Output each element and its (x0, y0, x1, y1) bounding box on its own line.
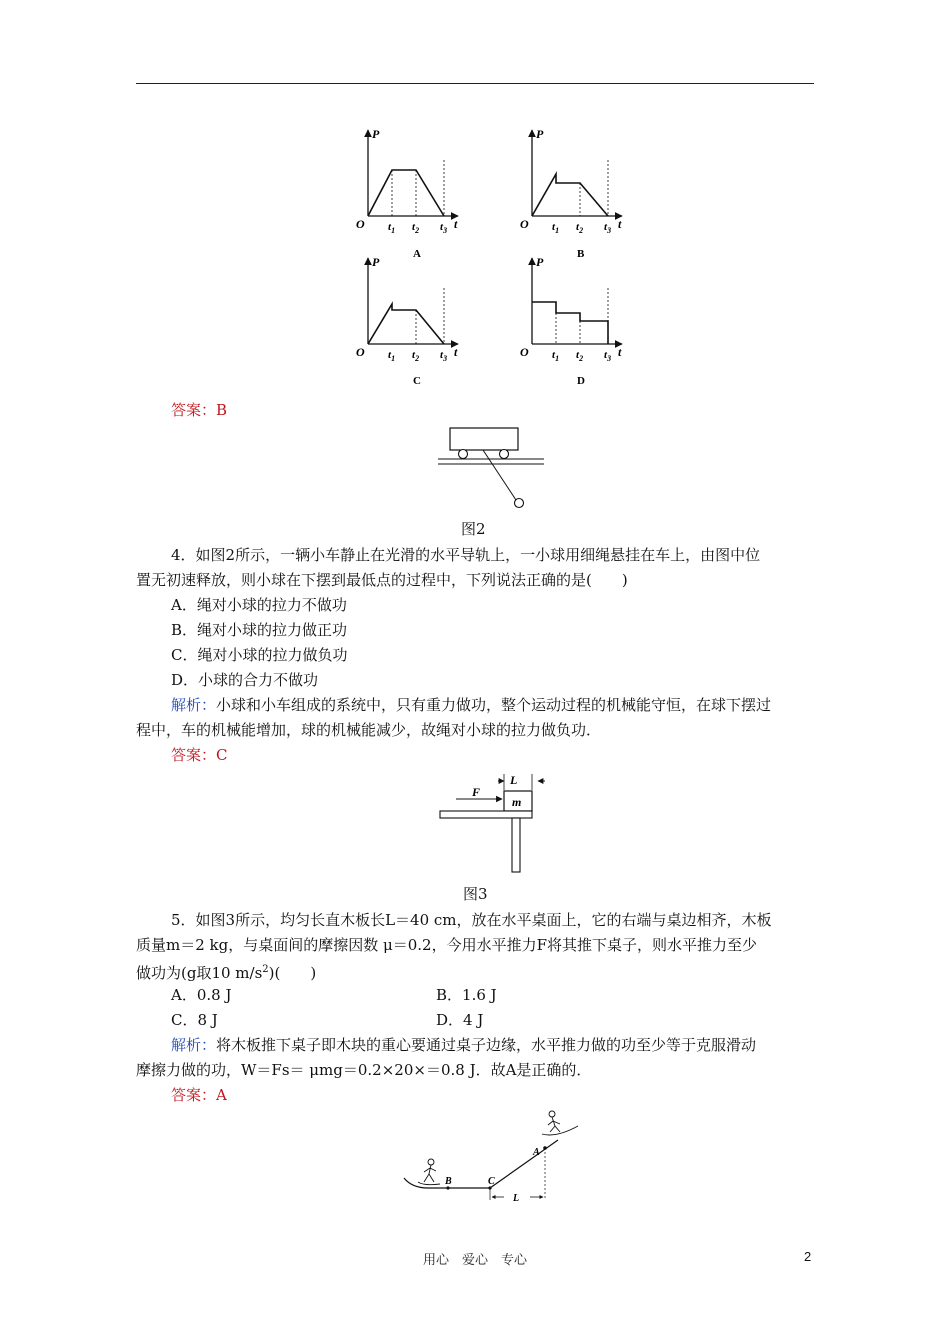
graph-d (520, 255, 622, 387)
graph-b (520, 127, 622, 260)
svg-text:t1: $t_1$ (552, 221, 560, 235)
page-footer: 用心 爱心 专心 (422, 1253, 527, 1268)
q5-stem-line1: 5．如图3所示，均匀长直木板长L＝40 cm，放在水平桌面上，它的右端与桌边相齐，木板 (171, 911, 772, 929)
q4-option-b: B．绳对小球的拉力做正功 (171, 621, 348, 639)
svg-text:t: t (454, 345, 458, 359)
svg-text:t2: $t_2$ (412, 221, 420, 235)
svg-text:t3: $t_3$ (604, 349, 612, 363)
figure-3-caption: 图3 (463, 885, 488, 903)
svg-text:t: t (618, 345, 622, 359)
skier-label-A: A (533, 1147, 540, 1158)
svg-text:P: P (372, 255, 380, 269)
q5-analysis-line2: 摩擦力做的功，W＝Fs＝ μmg＝0.2×20×＝0.8 J．故A是正确的． (136, 1061, 592, 1079)
graph-b-label: B (577, 248, 585, 260)
svg-text:O: O (520, 345, 529, 359)
q5-stem-line2: 质量m＝2 kg，与桌面间的摩擦因数 μ＝0.2，今用水平推力F将其推下桌子，则水平推力至少 (136, 936, 758, 954)
graph-d-label: D (577, 375, 585, 387)
header-rule (136, 83, 814, 84)
q5-analysis-line1: 解析：将木板推下桌子即木块的重心要通过桌子边缘，水平推力做的功至少等于克服滑动 (171, 1036, 757, 1054)
skier-ramp-figure (400, 1108, 600, 1212)
q3-answer: 答案：B (171, 401, 228, 419)
svg-text:O: O (356, 345, 365, 359)
q4-stem-line1: 4．如图2所示，一辆小车静止在光滑的水平导轨上，一小球用细绳悬挂在车上，由图中位 (171, 546, 761, 564)
svg-text:t1: $t_1$ (388, 221, 396, 235)
svg-text:P: P (536, 127, 544, 141)
graph-a-t: t (454, 217, 458, 231)
svg-text:t3: $t_3$ (604, 221, 612, 235)
figure-3-F: F (472, 785, 481, 799)
page-number: 2 (804, 1249, 812, 1264)
q4-option-d: D．小球的合力不做功 (171, 671, 319, 689)
graph-c-label: C (413, 375, 421, 387)
q4-analysis-line2: 程中，车的机械能增加，球的机械能减少，故绳对小球的拉力做负功． (136, 721, 602, 739)
skier-label-B: B (445, 1176, 452, 1187)
q5-option-d: D．4 J (436, 1011, 484, 1029)
skier-label-L: L (513, 1193, 520, 1204)
svg-text:O: O (520, 217, 529, 231)
figure-3-m: m (512, 795, 522, 809)
q4-answer: 答案：C (171, 746, 228, 764)
graph-c (356, 255, 458, 387)
q4-option-a: A．绳对小球的拉力不做功 (171, 596, 347, 614)
graph-a-origin: O (356, 217, 365, 231)
skier-label-C: C (488, 1176, 495, 1187)
graph-a (356, 127, 458, 260)
q4-analysis-line1: 解析：小球和小车组成的系统中，只有重力做功，整个运动过程的机械能守恒，在球下摆过 (171, 696, 772, 714)
q4-stem-line2: 置无初速释放，则小球在下摆到最低点的过程中，下列说法正确的是( ) (136, 571, 628, 589)
svg-text:P: P (536, 255, 544, 269)
cart-pendulum-figure (436, 424, 546, 512)
q5-option-a: A．0.8 J (171, 986, 232, 1004)
svg-text:t2: $t_2$ (576, 221, 584, 235)
board-table-figure (436, 770, 556, 876)
pt-graphs-figure (350, 120, 640, 390)
q5-stem-line3: 做功为(g取10 $m/s^2$)( ) (136, 964, 317, 982)
q5-option-c: C．8 J (171, 1011, 218, 1029)
graph-a-label: A (413, 248, 421, 260)
q5-option-b: B．1.6 J (436, 986, 497, 1004)
svg-text:t3: $t_3$ (440, 349, 448, 363)
svg-text:t1: $t_1$ (388, 349, 396, 363)
svg-text:t1: $t_1$ (552, 349, 560, 363)
figure-3-L: L (510, 773, 518, 787)
svg-text:t: t (618, 217, 622, 231)
q5-answer: 答案：A (171, 1086, 227, 1104)
graph-a-p: P (372, 127, 380, 141)
svg-text:t3: $t_3$ (440, 221, 448, 235)
svg-text:t2: $t_2$ (412, 349, 420, 363)
svg-text:t2: $t_2$ (576, 349, 584, 363)
q4-option-c: C．绳对小球的拉力做负功 (171, 646, 348, 664)
figure-2-caption: 图2 (461, 520, 486, 538)
